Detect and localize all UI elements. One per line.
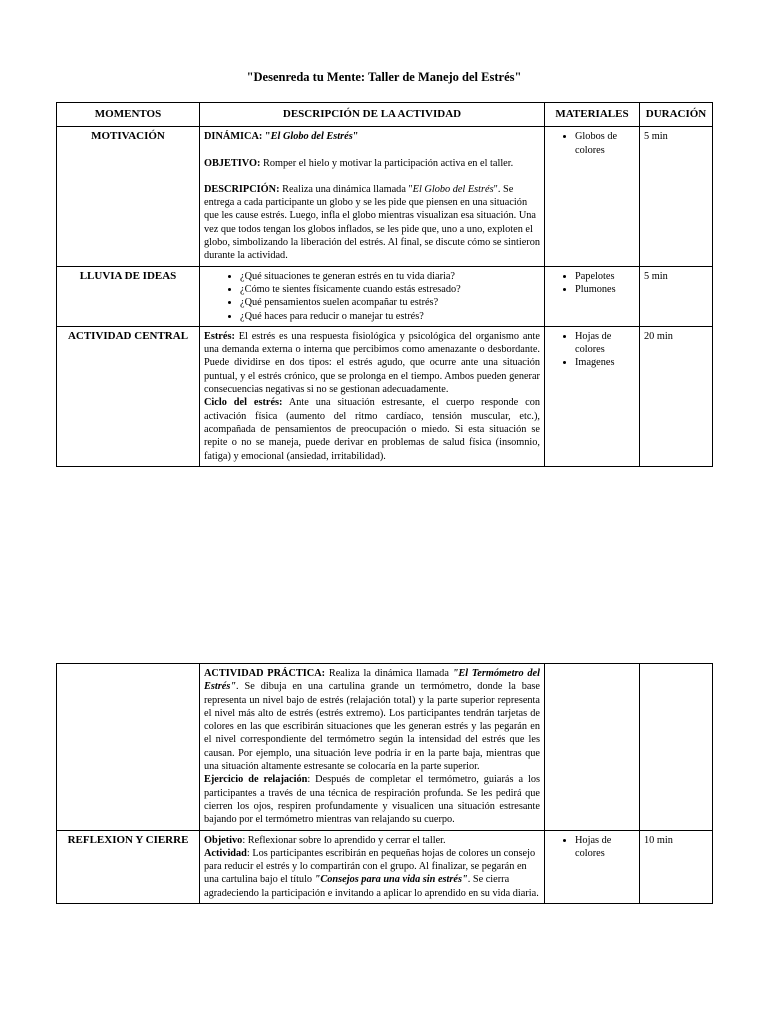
estres-text: El estrés es una respuesta fisiológica y psicológica del organismo ante una demanda externa o interna que percibimos como amenazante o desbordante. Puede dividirse en dos tipos: el estrés agudo, que ocurre ante una situación puntual, y el estrés crónico, que se prolonga en el tiempo. Ambos pueden generar consecuencias negativas si no se gestionan adecuadamente. bbox=[204, 330, 540, 396]
duracion-central: 20 min bbox=[640, 326, 713, 466]
materiales-practica bbox=[545, 664, 640, 831]
materiales-cierre bbox=[545, 830, 640, 903]
descripcion-lluvia bbox=[200, 266, 545, 326]
cierre-actividad-name: "Consejos para una vida sin estrés" bbox=[314, 874, 468, 886]
cierre-objetivo-label: Objetivo bbox=[204, 834, 243, 846]
material-item: • Plumones bbox=[575, 283, 635, 296]
practica-pre: Realiza la dinámica llamada bbox=[325, 668, 453, 679]
momento-lluvia: LLUVIA DE IDEAS bbox=[57, 266, 200, 326]
dinamica-label: DINÁMICA: bbox=[204, 131, 265, 143]
workshop-table-page-1 bbox=[56, 102, 713, 467]
row-cierre bbox=[57, 830, 713, 903]
ciclo-text: Ante una situación estresante, el cuerpo responde con activación física (aumento del ritmo cardíaco, tensión muscular, etc.), acompañada de pensamientos de preocupación o miedo. Si esta situación se repite o no se maneja, puede derivar en problemas de salud física (insomnio, fatiga) y emocional (ansiedad, irritabilidad). bbox=[204, 397, 540, 462]
descripcion-cierre bbox=[200, 830, 545, 903]
material-item: • Globos de colores bbox=[575, 130, 635, 157]
momento-practica bbox=[57, 664, 200, 831]
ejercicio-label: Ejercicio de relajación bbox=[204, 774, 308, 786]
pregunta-item: • ¿Cómo te sientes físicamente cuando estás estresado? bbox=[240, 283, 540, 296]
header-duracion: DURACIÓN bbox=[640, 103, 713, 127]
dinamica-name: El Globo del Estrés bbox=[270, 131, 353, 143]
descripcion-central bbox=[200, 326, 545, 466]
dinamica-close-quote: " bbox=[352, 131, 359, 143]
dinamica-open-quote: " bbox=[264, 131, 271, 143]
duracion-lluvia: 5 min bbox=[640, 266, 713, 326]
header-row bbox=[57, 103, 713, 127]
pregunta-item: • ¿Qué pensamientos suelen acompañar tu estrés? bbox=[240, 296, 540, 309]
workshop-table-page-2 bbox=[56, 663, 713, 904]
pregunta-item: • ¿Qué situaciones te generan estrés en tu vida diaria? bbox=[240, 270, 540, 283]
ejercicio-text: : Después de completar el termómetro, guiarás a los participantes a través de una técnica de respiración profunda. Se les pedirá que cierren los ojos, respiren profundamente y visualicen una situación estresante bajando por el termómetro mientras van relajando su cuerpo. bbox=[204, 774, 540, 826]
document-title: "Desenreda tu Mente: Taller de Manejo del Estrés" bbox=[246, 70, 522, 84]
materiales-central bbox=[545, 326, 640, 466]
descripcion-label: DESCRIPCIÓN: bbox=[204, 183, 280, 195]
estres-label: Estrés: bbox=[204, 330, 235, 342]
duracion-practica bbox=[640, 664, 713, 831]
descripcion-pre: Realiza una dinámica llamada " bbox=[279, 183, 413, 195]
material-item: • Hojas de colores bbox=[575, 330, 635, 357]
descripcion-motivacion bbox=[200, 127, 545, 266]
duracion-cierre: 10 min bbox=[640, 830, 713, 903]
cierre-actividad-pre: : Los participantes escribirán en pequeñas hojas de colores un consejo para reducir el estrés y lo compartirán con el grupo. Al finalizar, se pegarán en una cartulina bajo el título bbox=[204, 847, 536, 886]
row-central bbox=[57, 326, 713, 466]
duracion-motivacion: 5 min bbox=[640, 127, 713, 266]
momento-motivacion: MOTIVACIÓN bbox=[57, 127, 200, 266]
descripcion-name: El Globo del Estrés bbox=[412, 183, 494, 195]
row-lluvia bbox=[57, 266, 713, 326]
material-item: • Hojas de colores bbox=[575, 834, 635, 861]
materiales-motivacion bbox=[545, 127, 640, 266]
cierre-actividad-post: . Se cierra agradeciendo la participación e invitando a aplicar lo aprendido en su vida diaria. bbox=[204, 874, 539, 899]
objetivo-label: OBJETIVO: bbox=[204, 157, 261, 169]
cierre-actividad-label: Actividad bbox=[204, 847, 247, 859]
practica-label: ACTIVIDAD PRÁCTICA: bbox=[204, 668, 326, 679]
descripcion-practica bbox=[200, 664, 545, 831]
material-item: • Papelotes bbox=[575, 270, 635, 283]
momento-central: ACTIVIDAD CENTRAL bbox=[57, 326, 200, 466]
header-materiales: MATERIALES bbox=[545, 103, 640, 127]
practica-name: "El Termómetro del Estrés" bbox=[204, 668, 540, 693]
cierre-objetivo-text: : Reflexionar sobre lo aprendido y cerrar el taller. bbox=[242, 834, 446, 846]
header-descripcion: DESCRIPCIÓN DE LA ACTIVIDAD bbox=[200, 103, 545, 127]
row-motivacion bbox=[57, 127, 713, 266]
header-momentos: MOMENTOS bbox=[57, 103, 200, 127]
materiales-lluvia bbox=[545, 266, 640, 326]
ciclo-label: Ciclo del estrés: bbox=[204, 397, 283, 409]
practica-text: . Se dibuja en una cartulina grande un termómetro, donde la base representa un nivel bajo de estrés (relajación total) y la parte superior representa el nivel más alto de estrés (estrés extremo). Los participantes tendrán tarjetas de colores en las que escribirán situaciones que les generan estrés y las pegarán en el nivel correspondiente del termómetro según la intensidad del estrés que les causan. Por ejemplo, una situación leve podría ir en la parte baja, mientras que una situación altamente estresante se colocaría en la parte superior. bbox=[204, 681, 540, 773]
row-practica bbox=[57, 664, 713, 831]
material-item: • Imagenes bbox=[575, 356, 635, 369]
momento-cierre: REFLEXION Y CIERRE bbox=[57, 830, 200, 903]
pregunta-item: • ¿Qué haces para reducir o manejar tu estrés? bbox=[240, 310, 540, 323]
descripcion-text: ". Se entrega a cada participante un globo y se les pide que piensen en una situación que les cause estrés. Luego, infla el globo mientras visualizan esa situación. Una vez que todos tengan los globos inflados, se les pide que, uno a uno, exploten el globo, simbolizando la liberación del estrés. Al final, se discute cómo se sintieron durante la actividad. bbox=[204, 183, 541, 262]
objetivo-text: Romper el hielo y motivar la participación activa en el taller. bbox=[260, 157, 514, 169]
